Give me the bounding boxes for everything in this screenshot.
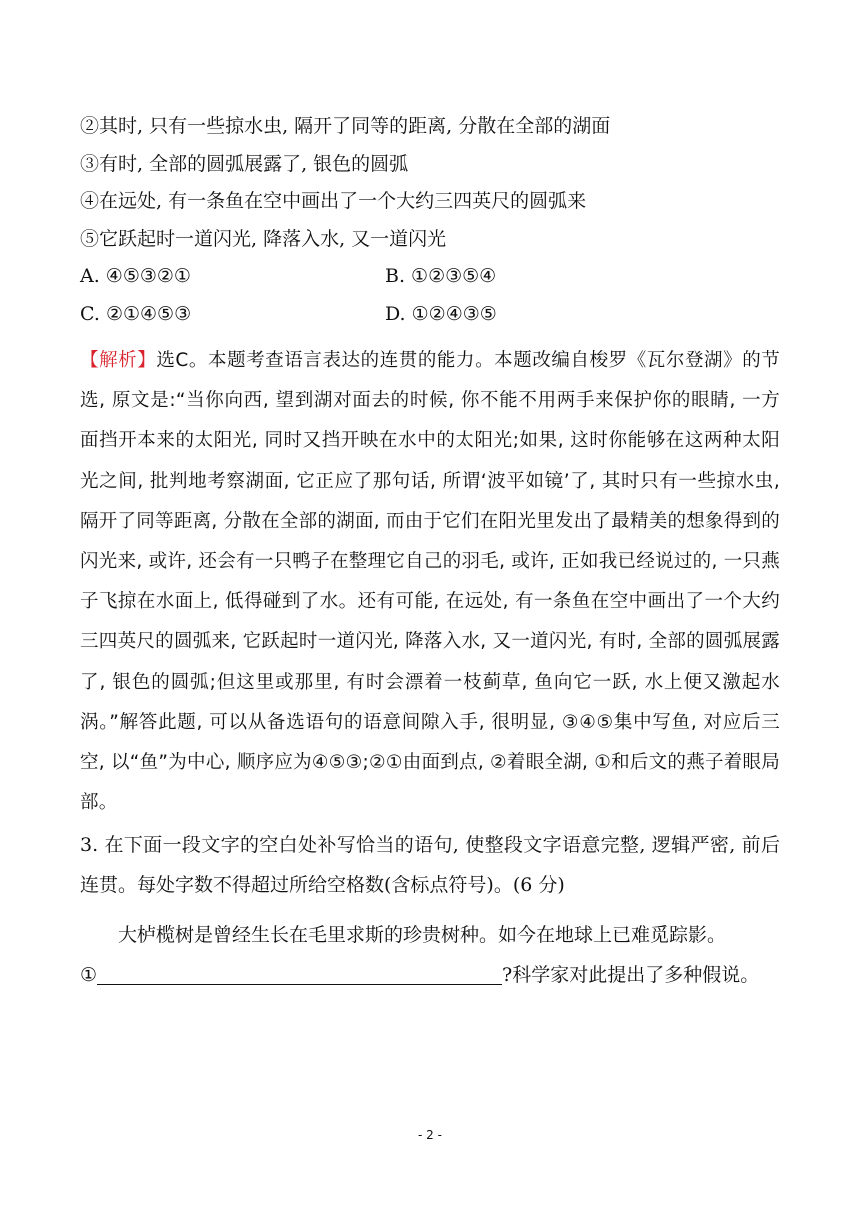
sentence-2: ②其时, 只有一些掠水虫, 隔开了同等的距离, 分散在全部的湖面	[80, 115, 611, 137]
option-d: D. ①②④③⑤	[385, 302, 497, 325]
blank-1-number: ①	[80, 964, 98, 987]
sentence-3: ③有时, 全部的圆弧展露了, 银色的圆弧	[80, 152, 409, 175]
explanation-tag: 【解析】	[80, 350, 157, 371]
blank-1-underline[interactable]	[97, 958, 502, 985]
answer-options	[80, 258, 780, 333]
fill-blank-1	[80, 955, 780, 995]
page-number: - 2 -	[418, 1128, 442, 1142]
blank-1-suffix: ?科学家对此提出了多种假说。	[502, 964, 760, 987]
option-a: A. ④⑤③②①	[80, 265, 191, 287]
question-3-prompt: 3. 在下面一段文字的空白处补写恰当的语句, 使整段文字语意完整, 逻辑严密, 前后连贯。每处字数不得超过所给空格数(含标点符号)。(6 分)	[80, 834, 780, 897]
explanation-text: 选C。本题考查语言表达的连贯的能力。本题改编自梭罗《瓦尔登湖》的节选, 原文是:“当你向西, 望到湖对面去的时候, 你不能不用两手来保护你的眼睛, 一方面挡开本来的太阳光, 同时又挡开映在水中的太阳光;如果, 这时你能够在这两种太阳光之间, 批判地考察湖面, 它正应了那句话, 所谓‘波平如镜’了, 其时只有一些掠水虫, 隔开了同等距离, 分散在全部的湖面, 而由于它们在阳光里发出了最精美的想象得到的闪光来, 或许, 还会有一只鸭子在整理它自己的羽毛, 或许, 正如我已经说过的, 一只燕子飞掠在水面上, 低得碰到了水。还有可能, 在远处, 有一条鱼在空中画出了一个大约三四英尺的圆弧来, 它跃起时一道闪光, 降落入水, 又一道闪光, 有时, 全部的圆弧展露了, 银色的圆弧;但这里或那里, 有时会漂着一枝蓟草, 鱼向它一跃, 水上便又激起水涡。”解答此题, 可以从备选语句的语意间隙入手, 很明显, ③④⑤集中写鱼, 对应后三空, 以“鱼”为中心, 顺序应为④⑤③;②①由面到点, ②着眼全湖, ①和后文的燕子着眼局部。	[80, 350, 780, 814]
sentence-4: ④在远处, 有一条鱼在空中画出了一个大约三四英尺的圆弧来	[80, 190, 587, 212]
sentence-5: ⑤它跃起时一道闪光, 降落入水, 又一道闪光	[80, 227, 447, 250]
option-b: B. ①②③⑤④	[385, 265, 497, 287]
question-3-passage: 大栌榄树是曾经生长在毛里求斯的珍贵树种。如今在地球上已难觅踪影。	[118, 924, 727, 947]
option-c: C. ②①④⑤③	[80, 302, 192, 325]
explanation	[80, 341, 780, 823]
document-page	[80, 108, 780, 995]
sentence-list	[80, 108, 780, 258]
